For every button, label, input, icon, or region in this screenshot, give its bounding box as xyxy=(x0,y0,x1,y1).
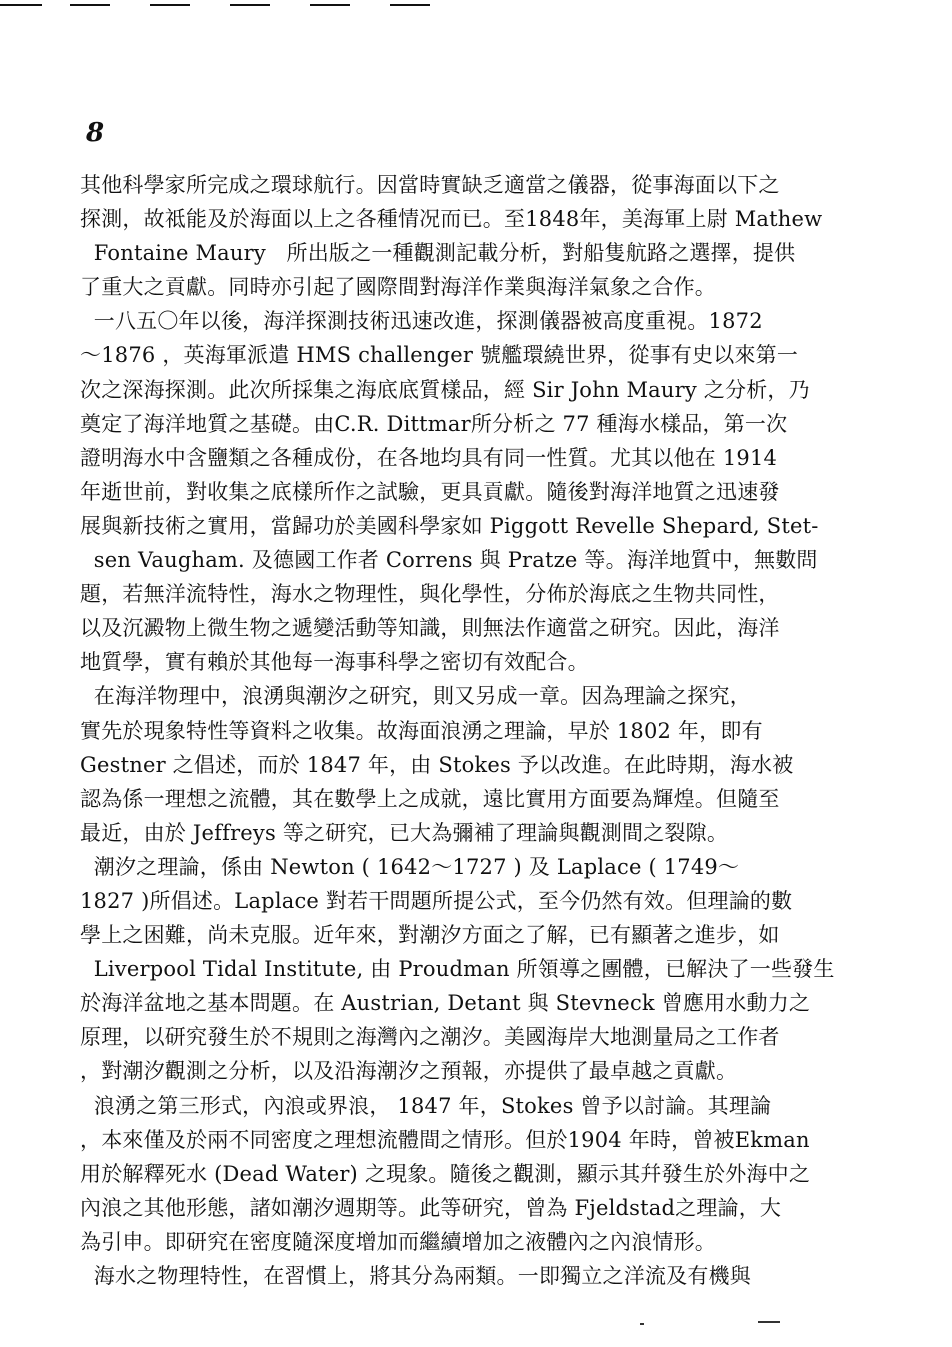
page-number: 8 xyxy=(86,118,105,148)
text-line: 最近，由於 Jeffreys 等之研究，已大為彌補了理論與觀測間之裂隙。 xyxy=(80,820,729,845)
text-line: 地質學，實有賴於其他每一海事科學之密切有效配合。 xyxy=(80,650,589,675)
text-line: 以及沉澱物上微生物之遞變活動等知識，則無法作適當之研究。因此，海洋 xyxy=(80,616,780,641)
text-line: 海水之物理特性，在習慣上，將其分為兩類。一即獨立之洋流及有機與 xyxy=(80,1264,751,1288)
text-line: 一八五〇年以後，海洋探測技術迅速改進，探測儀器被高度重視。1872 xyxy=(80,309,763,334)
text-line: sen Vaugham. 及德國工作者 Correns 與 Pratze 等。海洋地質中，無數問 xyxy=(80,548,818,573)
text-line: 浪湧之第三形式，內浪或界浪， 1847 年，Stokes 曾予以討論。其理論 xyxy=(80,1093,772,1118)
text-line: 內浪之其他形態，諸如潮汐週期等。此等研究，曾為 Fjeldstad之理論，大 xyxy=(80,1195,782,1220)
text-line: 實先於現象特性等資料之收集。故海面浪湧之理論，早於 1802 年，即有 xyxy=(80,718,763,743)
text-line: 認為係一理想之流體，其在數學上之成就，遠比實用方面要為輝煌。但隨至 xyxy=(80,786,780,811)
text-line: 探測，故祗能及於海面以上之各種情况而已。至1848年，美海軍上尉 Mathew xyxy=(80,207,823,232)
text-line: 了重大之貢獻。同時亦引起了國際間對海洋作業與海洋氣象之合作。 xyxy=(80,275,716,300)
text-line: 題，若無洋流特性，海水之物理性，與化學性，分佈於海底之生物共同性， xyxy=(80,582,780,607)
text-line: 次之深海探測。此次所採集之海底底質樣品，經 Sir John Maury 之分析，乃 xyxy=(80,377,810,402)
text-line: 展與新技術之實用，當歸功於美國科學家如 Piggott Revelle Shepard, Stet- xyxy=(80,513,819,538)
text-line: Liverpool Tidal Institute, 由 Proudman 所領導之團體，已解決了一些發生 xyxy=(80,957,835,982)
text-line: Gestner 之倡述，而於 1847 年，由 Stokes 予以改進。在此時期，海水被 xyxy=(80,752,794,777)
text-line: 奠定了海洋地質之基礎。由C.R. Dittmar所分析之 77 種海水樣品，第一次 xyxy=(80,411,788,436)
text-line: ，本來僅及於兩不同密度之理想流體間之情形。但於1904 年時，曾被Ekman xyxy=(80,1127,810,1152)
top-edge-marks xyxy=(0,0,952,10)
text-line: 年逝世前，對收集之底樣所作之試驗，更具貢獻。隨後對海洋地質之迅速發 xyxy=(80,479,780,504)
text-line: 其他科學家所完成之環球航行。因當時實缺乏適當之儀器，從事海面以下之 xyxy=(80,173,780,197)
text-line: 證明海水中含鹽類之各種成份，在各地均具有同一性質。尤其以他在 1914 xyxy=(80,445,778,470)
text-line: 原理，以研究發生於不規則之海灣內之潮汐。美國海岸大地測量局之工作者 xyxy=(80,1025,780,1050)
text-line: 於海洋盆地之基本問題。在 Austrian, Detant 與 Stevneck 曾應用水動力之 xyxy=(80,991,811,1016)
text-line: ，對潮汐觀測之分析，以及沿海潮汐之預報，亦提供了最卓越之貢獻。 xyxy=(80,1059,738,1084)
text-line: ～1876 ，英海軍派遣 HMS challenger 號艦環繞世界，從事有史以來第一 xyxy=(80,343,799,368)
text-line: Fontaine Maury 所出版之一種觀測記載分析，對船隻航路之選擇，提供 xyxy=(80,241,796,266)
bottom-edge-marks xyxy=(0,1318,952,1328)
text-line: 用於解釋死水 (Dead Water) 之現象。隨後之觀測，顯示其幷發生於外海中之 xyxy=(80,1161,811,1186)
body-text xyxy=(80,168,870,1293)
text-line: 為引申。即研究在密度隨深度增加而繼續增加之液體內之內浪情形。 xyxy=(80,1229,716,1254)
text-line: 1827 )所倡述。Laplace 對若干問題所提公式，至今仍然有效。但理論的數 xyxy=(80,888,793,913)
text-line: 潮汐之理論，係由 Newton ( 1642～1727 ) 及 Laplace ( 1749～ xyxy=(80,854,740,879)
text-line: 在海洋物理中，浪湧與潮汐之研究，則又另成一章。因為理論之探究， xyxy=(80,684,751,709)
text-line: 學上之困難，尚未克服。近年來，對潮汐方面之了解，已有顯著之進步，如 xyxy=(80,923,780,948)
